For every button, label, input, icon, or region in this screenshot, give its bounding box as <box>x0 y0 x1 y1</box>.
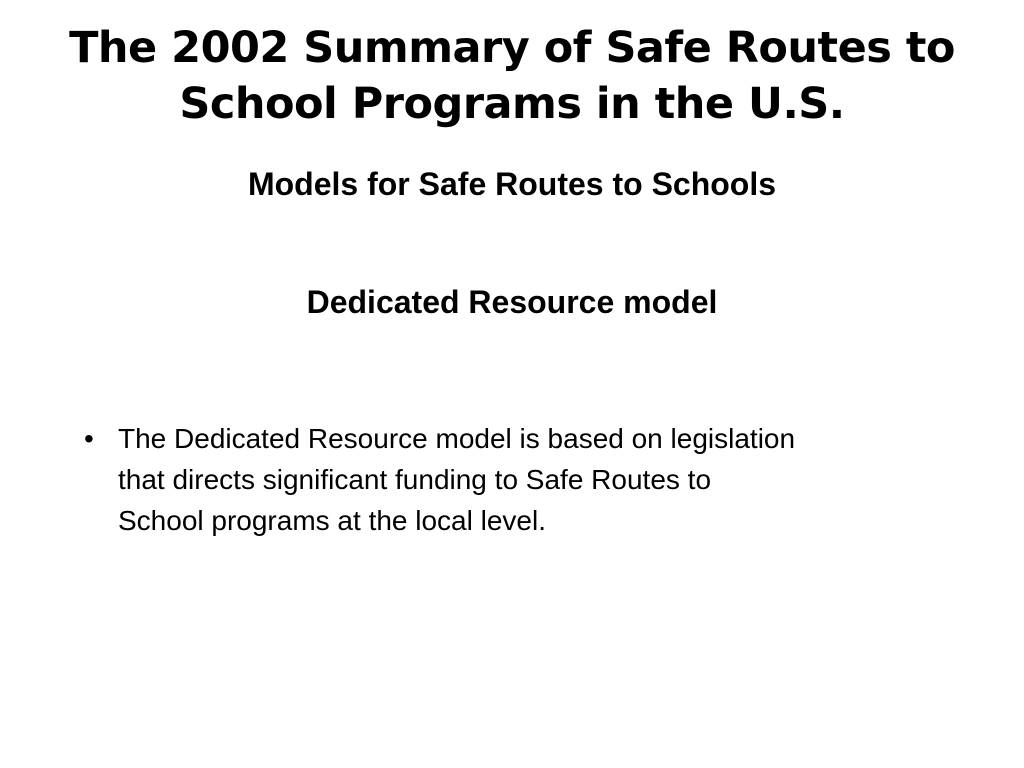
slide-title <box>0 20 1024 132</box>
bullet-text-line-1: The Dedicated Resource model is based on legislation <box>118 423 796 454</box>
slide-subtitle: Models for Safe Routes to Schools <box>247 166 777 202</box>
bullet-list <box>78 418 958 541</box>
bullet-icon: • <box>84 423 94 454</box>
bullet-text-line-3: School programs at the local level. <box>118 505 546 536</box>
slide-title-line-1: The 2002 Summary of Safe Routes to <box>69 23 955 73</box>
bullet-text-line-2: that directs significant funding to Safe Routes to <box>118 464 712 495</box>
section-heading: Dedicated Resource model <box>306 284 718 320</box>
slide-title-line-2: School Programs in the U.S. <box>179 79 845 129</box>
bullet-item <box>78 418 958 541</box>
bullet-text <box>118 418 958 541</box>
